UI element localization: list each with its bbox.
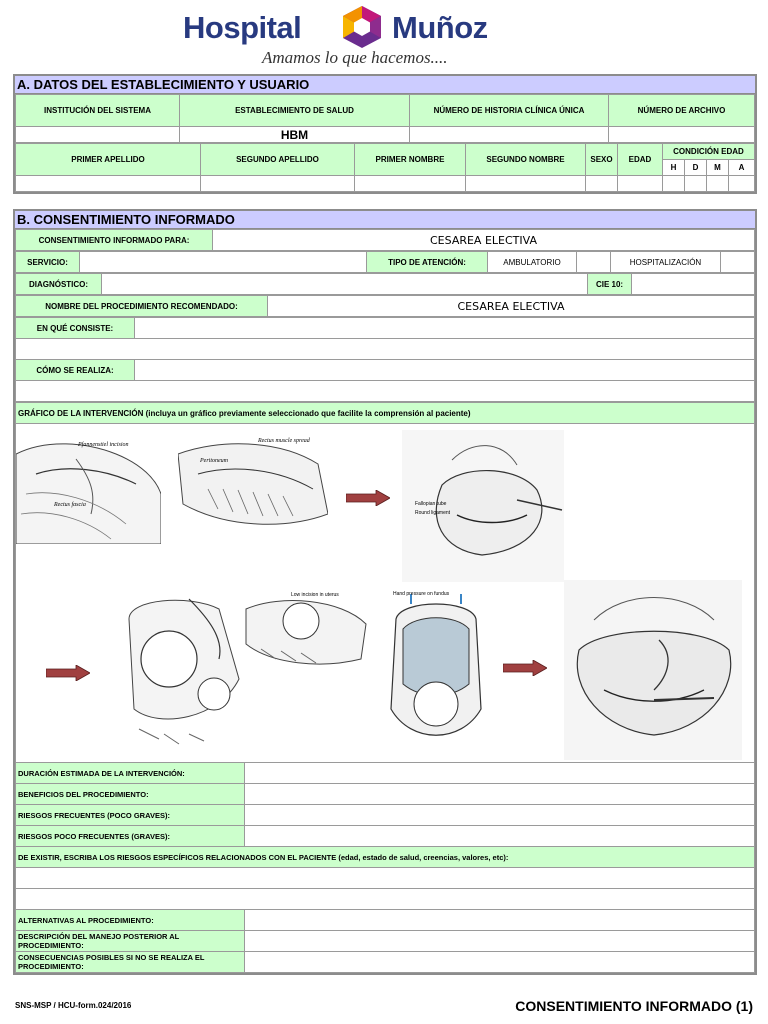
field-riesgos-especificos-1[interactable] <box>16 868 755 889</box>
field-diagnostico[interactable] <box>102 274 588 295</box>
field-riesgos-poco-frecuentes[interactable] <box>245 826 755 847</box>
header-segundo-nombre: SEGUNDO NOMBRE <box>466 144 586 176</box>
illustration-uterus-exposure <box>402 430 564 582</box>
label-ambulatorio: AMBULATORIO <box>488 252 577 273</box>
header-primer-nombre: PRIMER NOMBRE <box>355 144 466 176</box>
label-consentimiento-para: CONSENTIMIENTO INFORMADO PARA: <box>16 230 213 251</box>
label-round-ligament: Round ligament <box>415 510 451 516</box>
label-consecuencias: CONSECUENCIAS POSIBLES SI NO SE REALIZA EL PROCEDIMIENTO: <box>16 952 245 973</box>
header-d: D <box>685 160 707 176</box>
field-institucion[interactable] <box>16 127 180 143</box>
servicio-row <box>15 251 755 273</box>
field-consecuencias[interactable] <box>245 952 755 973</box>
label-servicio: SERVICIO: <box>16 252 80 273</box>
label-riesgos-frecuentes: RIESGOS FRECUENTES (POCO GRAVES): <box>16 805 245 826</box>
field-primer-apellido[interactable] <box>16 176 201 192</box>
checkbox-hospitalizacion[interactable] <box>721 252 755 273</box>
field-en-que-consiste[interactable] <box>135 318 755 339</box>
label-rectus-fascia: Rectus fascia <box>54 502 86 508</box>
label-alternativas: ALTERNATIVAS AL PROCEDIMIENTO: <box>16 910 245 931</box>
section-a-table-2 <box>15 143 755 192</box>
label-cie: CIE 10: <box>588 274 632 295</box>
logo-text-hospital: Hospital <box>183 10 302 45</box>
field-historia-clinica[interactable] <box>410 127 609 143</box>
detalles-table <box>15 762 755 973</box>
grafico-row <box>15 402 755 424</box>
field-procedimiento[interactable]: CESAREA ELECTIVA <box>268 296 755 317</box>
arrow-right-icon <box>46 665 90 681</box>
label-low-incision: Low incision in uterus <box>291 592 339 598</box>
illustration-baby-delivery <box>119 589 241 754</box>
header-m: M <box>707 160 729 176</box>
field-edad[interactable] <box>618 176 663 192</box>
label-duracion: DURACIÓN ESTIMADA DE LA INTERVENCIÓN: <box>16 763 245 784</box>
label-hospitalizacion: HOSPITALIZACIÓN <box>611 252 721 273</box>
field-en-que-consiste-extra[interactable] <box>16 339 755 360</box>
procedimiento-row <box>15 295 755 317</box>
label-incision: Pfannenstiel incision <box>78 442 129 448</box>
field-archivo[interactable] <box>609 127 755 143</box>
header-a: A <box>729 160 755 176</box>
illustration-uterus-closure <box>564 580 742 760</box>
label-beneficios: BENEFICIOS DEL PROCEDIMIENTO: <box>16 784 245 805</box>
header-establecimiento: ESTABLECIMIENTO DE SALUD <box>180 95 410 127</box>
field-a[interactable] <box>729 176 755 192</box>
label-fallopian: Fallopian tube <box>415 501 447 507</box>
label-en-que-consiste: EN QUÉ CONSISTE: <box>16 318 135 339</box>
field-alternativas[interactable] <box>245 910 755 931</box>
label-tipo-atencion: TIPO DE ATENCIÓN: <box>367 252 488 273</box>
label-peritoneum: Peritoneum <box>200 458 228 464</box>
en-que-consiste-block <box>15 317 755 402</box>
field-segundo-nombre[interactable] <box>466 176 586 192</box>
field-como-se-realiza-extra[interactable] <box>16 381 755 402</box>
label-rectus-muscle: Rectus muscle spread <box>258 438 310 444</box>
field-consentimiento-para[interactable]: CESAREA ELECTIVA <box>213 230 755 251</box>
header-h: H <box>663 160 685 176</box>
logo-text-munoz: Muñoz <box>392 10 488 45</box>
header-sexo: SEXO <box>586 144 618 176</box>
header-primer-apellido: PRIMER APELLIDO <box>16 144 201 176</box>
field-riesgos-frecuentes[interactable] <box>245 805 755 826</box>
label-manejo-posterior: DESCRIPCIÓN DEL MANEJO POSTERIOR AL PROCEDIMIENTO: <box>16 931 245 952</box>
field-como-se-realiza[interactable] <box>135 360 755 381</box>
label-como-se-realiza: CÓMO SE REALIZA: <box>16 360 135 381</box>
label-diagnostico: DIAGNÓSTICO: <box>16 274 102 295</box>
section-a <box>13 74 757 194</box>
field-primer-nombre[interactable] <box>355 176 466 192</box>
field-manejo-posterior[interactable] <box>245 931 755 952</box>
label-hand-pressure: Hand pressure on fundus <box>393 591 450 597</box>
label-procedimiento: NOMBRE DEL PROCEDIMIENTO RECOMENDADO: <box>16 296 268 317</box>
field-h[interactable] <box>663 176 685 192</box>
checkbox-ambulatorio[interactable] <box>577 252 611 273</box>
arrow-right-icon <box>346 490 390 506</box>
arrow-right-icon <box>503 660 547 676</box>
intervention-images <box>15 424 755 762</box>
section-a-title: A. DATOS DEL ESTABLECIMIENTO Y USUARIO <box>15 76 755 94</box>
illustration-low-incision <box>241 589 373 674</box>
field-duracion[interactable] <box>245 763 755 784</box>
header-historia-clinica: NÚMERO DE HISTORIA CLÍNICA ÚNICA <box>410 95 609 127</box>
logo-hexagon-icon <box>339 4 385 50</box>
diagnostico-row <box>15 273 755 295</box>
field-establecimiento[interactable]: HBM <box>180 127 410 143</box>
illustration-peritoneum <box>178 434 328 534</box>
label-grafico: GRÁFICO DE LA INTERVENCIÓN (incluya un gráfico previamente seleccionado que facilite la comprensión al paciente) <box>16 403 755 424</box>
form-title: CONSENTIMIENTO INFORMADO (1) <box>515 998 753 1014</box>
header-institucion: INSTITUCIÓN DEL SISTEMA <box>16 95 180 127</box>
logo-tagline: Amamos lo que hacemos.... <box>262 48 448 67</box>
illustration-incision <box>16 434 161 544</box>
field-sexo[interactable] <box>586 176 618 192</box>
consentimiento-para-row <box>15 229 755 251</box>
label-riesgos-poco-frecuentes: RIESGOS POCO FRECUENTES (GRAVES): <box>16 826 245 847</box>
hospital-logo <box>180 2 540 70</box>
field-m[interactable] <box>707 176 729 192</box>
header-archivo: NÚMERO DE ARCHIVO <box>609 95 755 127</box>
section-a-table-1 <box>15 94 755 143</box>
field-segundo-apellido[interactable] <box>201 176 355 192</box>
header-condicion-edad: CONDICIÓN EDAD <box>663 144 755 160</box>
form-code: SNS-MSP / HCU-form.024/2016 <box>15 1001 132 1010</box>
section-b-title: B. CONSENTIMIENTO INFORMADO <box>15 211 755 229</box>
field-cie[interactable] <box>632 274 755 295</box>
illustration-hand-pressure <box>381 589 489 757</box>
header-edad: EDAD <box>618 144 663 176</box>
field-servicio[interactable] <box>80 252 367 273</box>
header-segundo-apellido: SEGUNDO APELLIDO <box>201 144 355 176</box>
section-b <box>13 209 757 975</box>
label-riesgos-especificos: DE EXISTIR, ESCRIBA LOS RIESGOS ESPECÍFICOS RELACIONADOS CON EL PACIENTE (edad, estado de salud, creencias, valores, etc): <box>16 847 755 868</box>
field-beneficios[interactable] <box>245 784 755 805</box>
field-riesgos-especificos-2[interactable] <box>16 889 755 910</box>
field-d[interactable] <box>685 176 707 192</box>
